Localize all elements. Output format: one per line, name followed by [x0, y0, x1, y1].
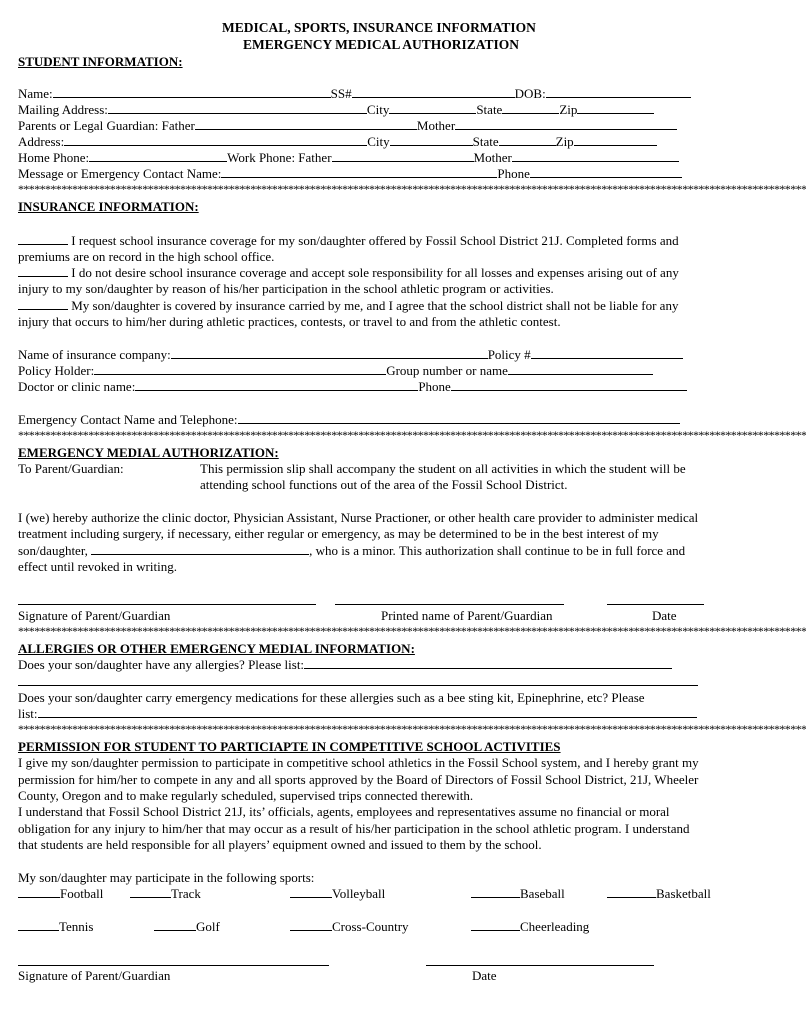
emergency-label: Emergency Contact Name and Telephone:	[18, 412, 238, 427]
work-phone-mother-field[interactable]	[512, 150, 679, 162]
date-line[interactable]	[607, 604, 704, 605]
cross-country-blank[interactable]	[290, 919, 332, 931]
permission-line-2: permission for him/her to compete in any and all sports approved by the Board of Directors of Fossil School District, 21J, Wheeler	[18, 772, 699, 787]
separator-stars: **************************************************************************************************************************************************	[18, 182, 806, 196]
sport-track-label: Track	[171, 886, 201, 901]
doctor-phone-label: Phone	[418, 379, 451, 394]
sport-football-label: Football	[60, 886, 104, 901]
sport-basketball-label: Basketball	[656, 886, 711, 901]
permission-heading: PERMISSION FOR STUDENT TO PARTICIAPTE IN COMPETITIVE SCHOOL ACTIVITIES	[18, 739, 561, 754]
phone-row	[18, 150, 679, 166]
medications-row	[18, 706, 697, 722]
sport-tennis-label: Tennis	[59, 919, 94, 934]
allergies-heading: ALLERGIES OR OTHER EMERGENCY MEDIAL INFORMATION:	[18, 641, 415, 656]
city-field[interactable]	[389, 102, 476, 114]
sport-volleyball-label: Volleyball	[332, 886, 386, 901]
sport-tennis	[18, 919, 93, 935]
insurance-option-1-cont: premiums are on record in the high school office.	[18, 249, 275, 264]
allergies-question: Does your son/daughter have any allergies? Please list:	[18, 657, 305, 672]
final-date-caption: Date	[472, 968, 497, 983]
state-label-2: State	[472, 134, 499, 149]
mailing-row	[18, 102, 654, 118]
work-phone-label: Work Phone: Father	[227, 150, 332, 165]
insurance-option-3	[18, 298, 678, 314]
authorize-line-2: treatment including surgery, if necessary, either regular or emergency, as may be determined to be in the best interest of my	[18, 526, 659, 541]
company-label: Name of insurance company:	[18, 347, 171, 362]
option-2-text: I do not desire school insurance coverage and accept sole responsibility for all losses and expenses arising out of any	[68, 265, 679, 280]
option-3-text: My son/daughter is covered by insurance carried by me, and I agree that the school district shall not be liable for any	[68, 298, 679, 313]
tennis-blank[interactable]	[18, 919, 59, 931]
message-field[interactable]	[221, 166, 497, 178]
sport-cross-country-label: Cross-Country	[332, 919, 409, 934]
father-label: Parents or Legal Guardian: Father	[18, 118, 195, 133]
zip-label-2: Zip	[555, 134, 574, 149]
home-phone-field[interactable]	[89, 150, 227, 162]
home-phone-label: Home Phone:	[18, 150, 90, 165]
cheerleading-blank[interactable]	[471, 919, 520, 931]
emergency-contact-row	[18, 412, 680, 428]
state-field-2[interactable]	[499, 134, 556, 146]
holder-field[interactable]	[94, 363, 386, 375]
mailing-label: Mailing Address:	[18, 102, 108, 117]
work-phone-father-field[interactable]	[332, 150, 474, 162]
sport-cross-country	[290, 919, 409, 935]
insurance-option-2	[18, 265, 679, 281]
message-phone-label: Phone	[497, 166, 530, 181]
authorize-line-3-end: , who is a minor. This authorization shall continue to be in full force and	[309, 543, 686, 558]
separator-stars: **************************************************************************************************************************************************	[18, 624, 806, 638]
baseball-blank[interactable]	[471, 886, 520, 898]
sport-football	[18, 886, 103, 902]
authorize-line-4: effect until revoked in writing.	[18, 559, 177, 574]
option-3-blank[interactable]	[18, 298, 68, 310]
address-label: Address:	[18, 134, 65, 149]
sport-track	[130, 886, 201, 902]
separator-stars: **************************************************************************************************************************************************	[18, 722, 806, 736]
minor-name-field[interactable]	[91, 543, 309, 555]
policy-label: Policy #	[487, 347, 531, 362]
doctor-label: Doctor or clinic name:	[18, 379, 136, 394]
form-title: MEDICAL, SPORTS, INSURANCE INFORMATION	[222, 20, 536, 35]
city-field-2[interactable]	[390, 134, 473, 146]
authorization-heading: EMERGENCY MEDIAL AUTHORIZATION:	[18, 445, 279, 460]
permission-line-4: I understand that Fossil School District 21J, its’ officials, agents, employees and representatives assume no financial or moral	[18, 804, 670, 819]
separator-stars: **************************************************************************************************************************************************	[18, 428, 806, 442]
volleyball-blank[interactable]	[290, 886, 332, 898]
message-label: Message or Emergency Contact Name:	[18, 166, 222, 181]
mother-field[interactable]	[455, 118, 677, 130]
zip-field[interactable]	[577, 102, 654, 114]
ss-field[interactable]	[352, 86, 515, 98]
message-phone-field[interactable]	[530, 166, 682, 178]
name-label: Name:	[18, 86, 53, 101]
sport-golf	[154, 919, 220, 935]
form-subtitle: EMERGENCY MEDICAL AUTHORIZATION	[243, 37, 520, 52]
authorize-line-3-start: son/daughter,	[18, 543, 92, 558]
doctor-phone-field[interactable]	[451, 379, 687, 391]
sports-intro: My son/daughter may participate in the following sports:	[18, 870, 315, 885]
address-row	[18, 134, 657, 150]
printed-name-line[interactable]	[335, 604, 564, 605]
sport-cheerleading	[471, 919, 589, 935]
emergency-field[interactable]	[238, 412, 680, 424]
parent-signature-line[interactable]	[18, 604, 316, 605]
final-signature-line[interactable]	[18, 965, 329, 966]
date-caption: Date	[652, 608, 677, 623]
final-date-line[interactable]	[426, 965, 654, 966]
city-label-2: City	[367, 134, 390, 149]
insurance-option-1	[18, 233, 679, 249]
sport-volleyball	[290, 886, 385, 902]
permission-line-5: obligation for any injury to him/her that may occur as a result of his/her participation in the school athletic program. I understand	[18, 821, 690, 836]
insurance-company-row	[18, 347, 683, 363]
parent-signature-caption: Signature of Parent/Guardian	[18, 608, 171, 623]
final-signature-caption: Signature of Parent/Guardian	[18, 968, 171, 983]
group-field[interactable]	[508, 363, 653, 375]
permission-line-1: I give my son/daughter permission to participate in competitive school athletics in the Fossil School system, and I hereby grant my	[18, 755, 699, 770]
permission-line-6: that students are held responsible for all players’ equipment owned and issued to them by the school.	[18, 837, 542, 852]
mailing-field[interactable]	[108, 102, 367, 114]
basketball-blank[interactable]	[607, 886, 656, 898]
option-2-blank[interactable]	[18, 265, 68, 277]
ss-label: SS#	[330, 86, 352, 101]
father-field[interactable]	[195, 118, 417, 130]
insurance-option-2-cont: injury to my son/daughter by reason of his/her participation in the school athletic program or activities.	[18, 281, 554, 296]
sport-baseball-label: Baseball	[520, 886, 565, 901]
football-blank[interactable]	[18, 886, 60, 898]
policy-field[interactable]	[531, 347, 683, 359]
allergies-field[interactable]	[304, 657, 672, 669]
zip-field-2[interactable]	[574, 134, 657, 146]
state-field[interactable]	[502, 102, 559, 114]
doctor-row	[18, 379, 687, 395]
option-1-text: I request school insurance coverage for my son/daughter offered by Fossil School District 21J. Completed forms and	[68, 233, 679, 248]
authorize-line-3	[18, 543, 685, 559]
to-parent-label: To Parent/Guardian:	[18, 461, 124, 476]
track-blank[interactable]	[130, 886, 171, 898]
policy-holder-row	[18, 363, 653, 379]
student-info-heading: STUDENT INFORMATION:	[18, 54, 183, 69]
address-field[interactable]	[64, 134, 367, 146]
golf-blank[interactable]	[154, 919, 196, 931]
doctor-field[interactable]	[135, 379, 418, 391]
sport-golf-label: Golf	[196, 919, 220, 934]
holder-label: Policy Holder:	[18, 363, 95, 378]
dob-field[interactable]	[546, 86, 691, 98]
mother-label: Mother	[416, 118, 456, 133]
allergies-row	[18, 657, 672, 673]
group-label: Group number or name	[386, 363, 508, 378]
permission-slip-line-2: attending school functions out of the area of the Fossil School District.	[200, 477, 568, 492]
message-row	[18, 166, 682, 182]
parents-row	[18, 118, 677, 134]
printed-name-caption: Printed name of Parent/Guardian	[381, 608, 553, 623]
dob-label: DOB:	[514, 86, 546, 101]
allergies-extra-line[interactable]	[18, 685, 698, 686]
name-field[interactable]	[53, 86, 331, 98]
sport-baseball	[471, 886, 565, 902]
permission-line-3: County, Oregon and to make regularly scheduled, supervised trips connected therewith.	[18, 788, 474, 803]
insurance-option-3-cont: injury that occurs to him/her during athletic practices, contests, or travel to and from the athletic contest.	[18, 314, 561, 329]
zip-label: Zip	[559, 102, 578, 117]
company-field[interactable]	[171, 347, 488, 359]
medications-list-label: list:	[18, 706, 38, 721]
authorize-line-1: I (we) hereby authorize the clinic doctor, Physician Assistant, Nurse Practioner, or other health care provider to administer medical	[18, 510, 699, 525]
option-1-blank[interactable]	[18, 233, 68, 245]
sport-cheerleading-label: Cheerleading	[520, 919, 590, 934]
state-label: State	[476, 102, 503, 117]
work-mother-label: Mother	[473, 150, 512, 165]
sport-basketball	[607, 886, 711, 902]
permission-slip-line-1: This permission slip shall accompany the student on all activities in which the student will be	[200, 461, 686, 476]
medications-question: Does your son/daughter carry emergency medications for these allergies such as a bee sting kit, Epinephrine, etc? Please	[18, 690, 645, 705]
medications-field[interactable]	[38, 706, 697, 718]
insurance-heading: INSURANCE INFORMATION:	[18, 199, 199, 214]
city-label: City	[366, 102, 390, 117]
name-row	[18, 86, 691, 102]
